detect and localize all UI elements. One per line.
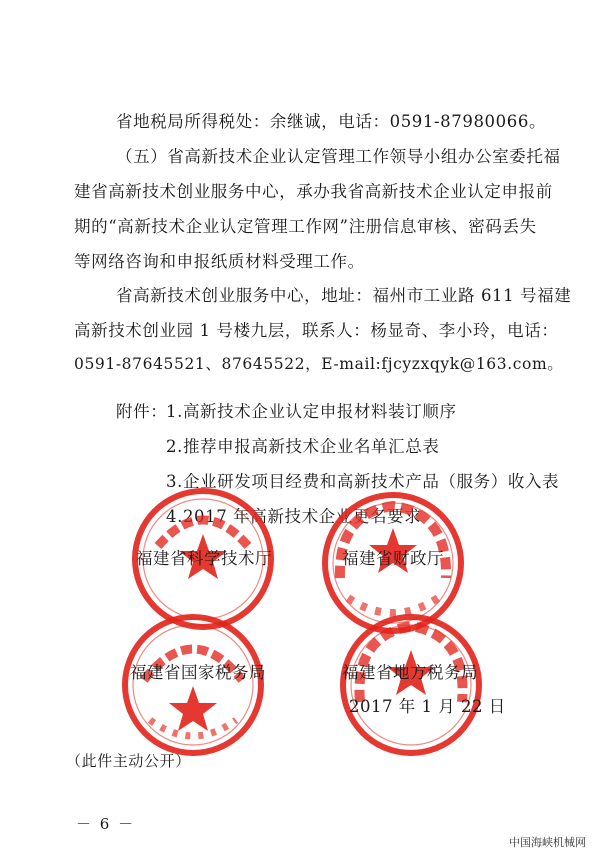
paragraph-line-4: 期的“高新技术企业认定管理工作网”注册信息审核、密码丢失 <box>74 217 537 236</box>
signatory-finance: 福建省财政厅 <box>342 549 444 568</box>
attachments-label: 附件： <box>116 402 168 421</box>
paragraph-line-8: 0591-87645521、87645522，E-mail:fjcyzxqyk@163.com。 <box>74 355 564 373</box>
attachment-item-4: 4.2017 年高新技术企业更名要求 <box>166 507 422 526</box>
attachment-item-1: 1.高新技术企业认定申报材料装订顺序 <box>166 402 457 421</box>
signatory-national-tax: 福建省国家税务局 <box>130 663 266 682</box>
site-watermark: 中国海峡机械网 <box>509 836 586 849</box>
paragraph-line-6: 省高新技术创业服务中心，地址：福州市工业路 611 号福建 <box>116 286 572 305</box>
paragraph-line-5: 等网络咨询和申报纸质材料受理工作。 <box>74 252 365 271</box>
paragraph-line-3: 建省高新技术创业服务中心，承办我省高新技术企业认定申报前 <box>74 182 553 201</box>
paragraph-line-7: 高新技术创业园 1 号楼九层，联系人：杨显奇、李小玲，电话： <box>74 321 559 340</box>
seal-local-tax-stamp <box>336 610 486 760</box>
signatory-local-tax: 福建省地方税务局 <box>342 663 478 682</box>
paragraph-line-2: （五）省高新技术企业认定管理工作领导小组办公室委托福 <box>116 147 561 166</box>
attachment-item-3: 3.企业研发项目经费和高新技术产品（服务）收入表 <box>166 472 560 491</box>
page-number: － 6 － <box>76 815 136 833</box>
signatory-sci-tech: 福建省科学技术厅 <box>136 549 272 568</box>
disclosure-note: （此件主动公开） <box>66 752 191 770</box>
attachment-item-2: 2.推荐申报高新技术企业名单汇总表 <box>166 437 440 456</box>
document-date: 2017 年 1 月 22 日 <box>349 697 506 716</box>
paragraph-line-1: 省地税局所得税处：余继诚，电话：0591-87980066。 <box>116 112 547 131</box>
seal-national-tax-stamp <box>118 610 268 760</box>
